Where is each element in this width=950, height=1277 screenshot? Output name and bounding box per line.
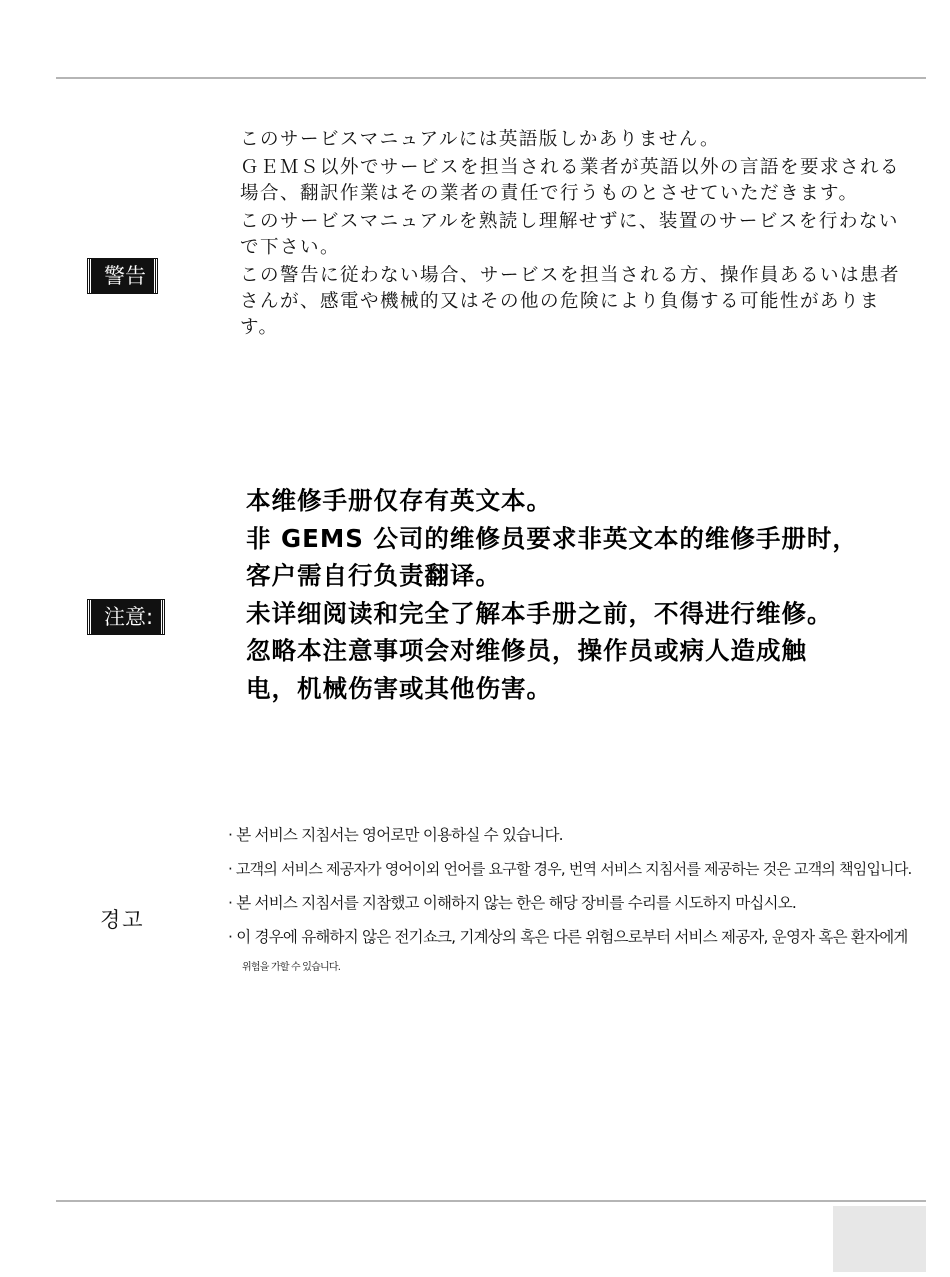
chinese-line: 客户需自行负责翻译。	[246, 561, 501, 590]
header-rule	[56, 77, 926, 79]
japanese-paragraph: このサービスマニュアルを熟読し理解せずに、装置のサービスを行わないで下さい。	[240, 211, 899, 258]
chinese-caution-text	[246, 482, 896, 707]
chinese-line: 非 GEMS 公司的维修员要求非英文本的维修手册时，	[246, 523, 858, 553]
korean-line: · 이 경우에 유해하지 않은 전기쇼크, 기계상의 혹은 다른 위험으로부터 서비스 제공자, 운영자 혹은 환자에게	[228, 928, 908, 946]
japanese-warning-text	[240, 127, 912, 343]
japanese-paragraph: このサービスマニュアルには英語版しかありません。	[240, 129, 721, 150]
korean-line: · 본 서비스 지침서를 지참했고 이해하지 않는 한은 해당 장비를 수리를 시도하지 마십시오.	[228, 894, 797, 912]
chinese-line: 忽略本注意事项会对维修员，操作员或病人造成触	[246, 636, 807, 665]
korean-line: · 본 서비스 지침서는 영어로만 이용하실 수 있습니다.	[228, 826, 563, 844]
caution-label-chinese: 注意:	[88, 600, 164, 634]
korean-line: · 고객의 서비스 제공자가 영어이외 언어를 요구할 경우, 번역 서비스 지침서를 제공하는 것은 고객의 책임입니다.	[228, 860, 912, 878]
chinese-line: 电，机械伤害或其他伤害。	[246, 673, 552, 703]
korean-warning-text	[228, 821, 918, 987]
chinese-line: 本维修手册仅存有英文本。	[246, 486, 552, 515]
japanese-paragraph: ＧＥＭＳ以外でサービスを担当される業者が英語以外の言語を要求される場合、翻訳作業はその業者の責任で行うものとさせていただきます。	[240, 157, 901, 204]
page-number-box	[833, 1206, 926, 1272]
chinese-line: 未详细阅读和完全了解本手册之前，不得进行维修。	[246, 598, 833, 628]
japanese-paragraph: この警告に従わない場合、サービスを担当される方、操作員あるいは患者さんが、感電や機械的又はその他の危険により負傷する可能性があります。	[240, 265, 901, 338]
warning-label-japanese: 警告	[88, 259, 157, 293]
warning-label-korean: 경고	[100, 908, 145, 932]
footer-rule	[56, 1200, 926, 1202]
korean-line: 위험을 가할 수 있습니다.	[242, 962, 341, 973]
